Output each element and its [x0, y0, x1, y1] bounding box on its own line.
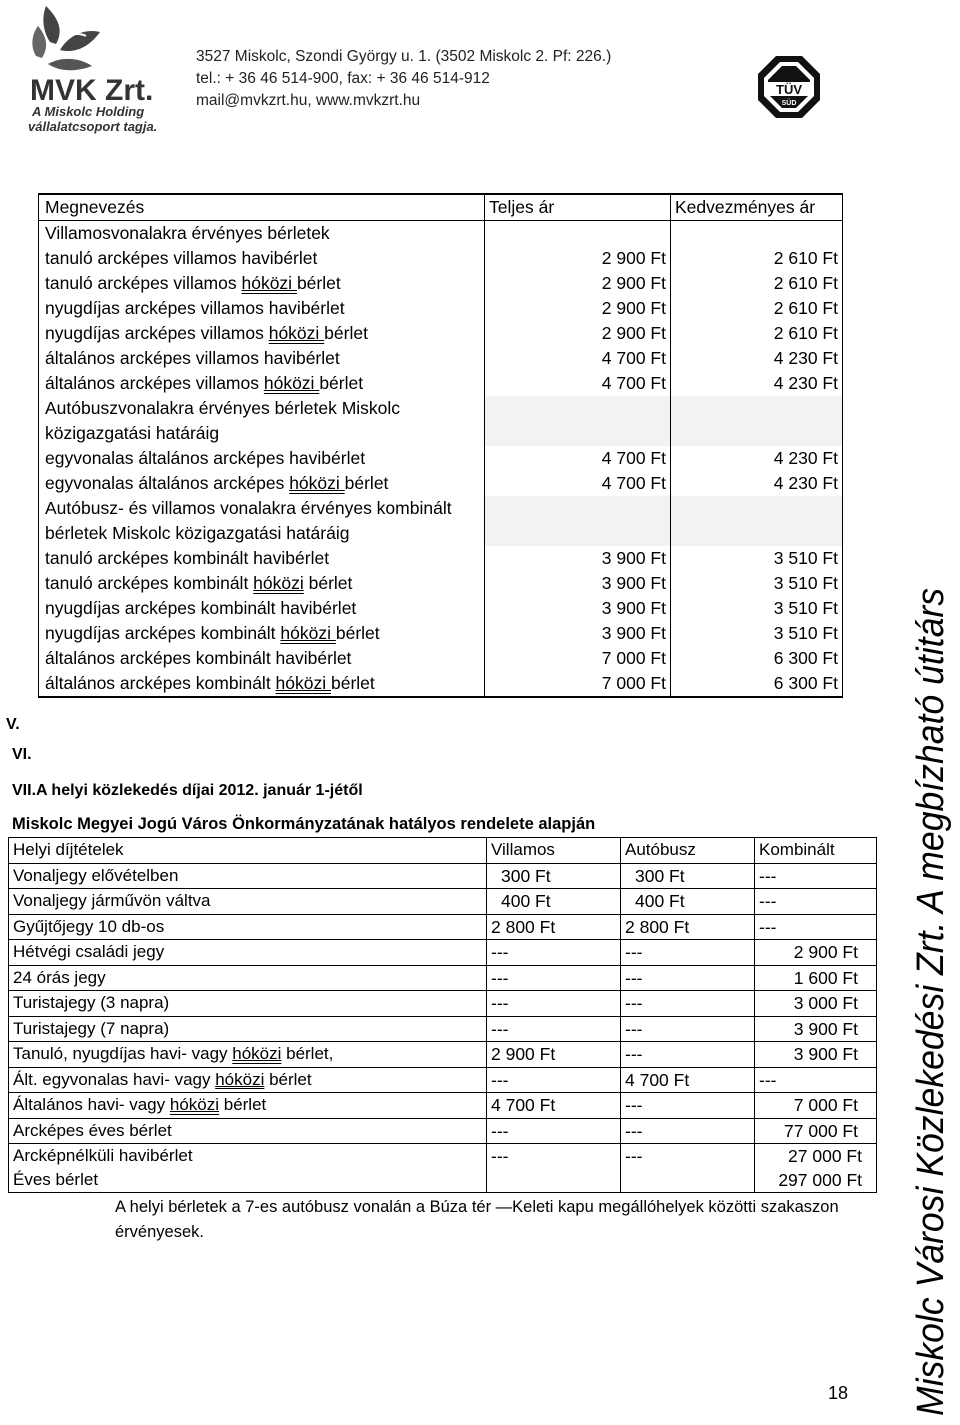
combined-price: 2 900 Ft	[755, 940, 877, 966]
fare-name-underlined: hóközi	[169, 1095, 220, 1114]
column-header: Megnevezés	[39, 194, 485, 221]
certification-badge	[756, 54, 822, 120]
contact-line: tel.: + 36 46 514-900, fax: + 36 46 514-912	[196, 70, 490, 87]
pass-name	[39, 271, 485, 296]
fare-name-suffix: bérlet	[264, 1069, 312, 1089]
fare-name	[9, 1144, 487, 1193]
pass-name	[39, 671, 485, 697]
pass-name-text: nyugdíjas arcképes kombinált havibérlet	[45, 598, 357, 618]
discount-price: 3 510 Ft	[671, 546, 843, 571]
full-price: 4 700 Ft	[485, 446, 671, 471]
pass-name-suffix: bérlet	[335, 623, 380, 643]
tram-price: ---	[487, 1067, 621, 1093]
section-heading-vii	[12, 782, 363, 800]
table-row	[39, 296, 843, 321]
fare-name-text: Hétvégi családi jegy	[13, 942, 165, 961]
pass-name	[39, 296, 485, 321]
tram-price: ---	[487, 1144, 621, 1193]
fare-name-text: Gyűjtőjegy 10 db-os	[13, 916, 165, 936]
bus-price: 4 700 Ft	[621, 1067, 755, 1093]
full-price: 7 000 Ft	[485, 646, 671, 671]
section-marker-vi: VI.	[12, 746, 32, 763]
company-address	[196, 46, 611, 112]
discount-price: 3 510 Ft	[671, 596, 843, 621]
company-logo	[28, 4, 178, 132]
bus-price: 300 Ft	[621, 863, 755, 889]
table-row	[39, 471, 843, 496]
full-price: 3 900 Ft	[485, 596, 671, 621]
table-row	[39, 371, 843, 396]
pass-name	[39, 571, 485, 596]
discount-price: 4 230 Ft	[671, 446, 843, 471]
fare-name	[9, 965, 487, 991]
pass-name	[39, 346, 485, 371]
fare-name	[9, 1016, 487, 1042]
pass-name-underlined: hóközi	[280, 623, 336, 643]
combined-price-line: 297 000 Ft	[778, 1170, 862, 1190]
table-row	[39, 446, 843, 471]
cert-sub: SÜD	[781, 100, 797, 107]
discount-price: 3 510 Ft	[671, 621, 843, 646]
table-row	[9, 1042, 877, 1068]
pass-name-suffix: bérlet	[319, 373, 364, 393]
combined-price: ---	[755, 863, 877, 889]
table-header-row	[39, 194, 843, 221]
discount-price: 2 610 Ft	[671, 296, 843, 321]
table-row	[9, 991, 877, 1017]
bus-price: ---	[621, 1093, 755, 1119]
fare-name-text: Turistajegy (3 napra)	[13, 993, 170, 1012]
full-price: 4 700 Ft	[485, 346, 671, 371]
fare-name	[9, 1067, 487, 1093]
fare-name-suffix: bérlet	[219, 1095, 267, 1114]
regulation-title: Miskolc Megyei Jogú Város Önkormányzatának hatályos rendelete alapján	[12, 815, 596, 833]
fare-name-text: Ált. egyvonalas havi- vagy	[13, 1069, 216, 1089]
table-row	[9, 1067, 877, 1093]
pass-name-underlined: hóközi	[289, 473, 345, 493]
table-row	[39, 596, 843, 621]
tram-bus-pass-price-table	[38, 193, 843, 698]
pass-name	[39, 371, 485, 396]
section-title-vii: A helyi közlekedés díjai 2012. január 1-jétől	[36, 782, 363, 799]
tram-price: 4 700 Ft	[487, 1093, 621, 1119]
pass-name-suffix: bérlet	[331, 673, 375, 693]
bus-price: ---	[621, 1042, 755, 1068]
combined-price: 3 900 Ft	[755, 1042, 877, 1068]
full-price: 4 700 Ft	[485, 471, 671, 496]
local-fares-table	[8, 837, 877, 1193]
discount-price: 2 610 Ft	[671, 246, 843, 271]
tram-price: ---	[487, 1016, 621, 1042]
discount-price: 4 230 Ft	[671, 346, 843, 371]
pass-name-underlined: hóközi	[275, 673, 331, 693]
pass-name-text: tanuló arcképes kombinált havibérlet	[45, 548, 330, 568]
pass-name-text: általános arcképes kombinált havibérlet	[45, 648, 352, 668]
cert-text: TÜV	[776, 82, 802, 97]
full-price: 7 000 Ft	[485, 671, 671, 697]
slogan-text: Miskolc Városi Közlekedési Zrt. A megbízható útitárs	[910, 580, 952, 1416]
combined-price: ---	[755, 1067, 877, 1093]
discount-price: 2 610 Ft	[671, 321, 843, 346]
table-header-row	[9, 838, 877, 864]
combined-price-line: 27 000 Ft	[788, 1146, 862, 1166]
fare-name-text: 24 órás jegy	[13, 967, 106, 987]
table-row	[9, 1093, 877, 1119]
table-row	[39, 671, 843, 697]
column-header: Autóbusz	[621, 838, 755, 864]
page-number: 18	[828, 1383, 849, 1403]
pass-name-underlined: hóközi	[268, 323, 325, 343]
pass-name-underlined: hóközi	[241, 273, 297, 293]
table-row	[9, 965, 877, 991]
discount-price: 6 300 Ft	[671, 646, 843, 671]
pass-name-text: tanuló arcképes kombinált	[45, 573, 254, 593]
discount-price: 4 230 Ft	[671, 471, 843, 496]
address-line: 3527 Miskolc, Szondi György u. 1. (3502 Miskolc 2. Pf: 226.)	[196, 48, 612, 65]
fare-name	[9, 940, 487, 966]
pass-name-suffix: bérlet	[303, 573, 353, 593]
fare-name-text: Arcképes éves bérlet	[13, 1120, 172, 1140]
column-header: Villamos	[487, 838, 621, 864]
pass-name-text: általános arcképes villamos	[45, 373, 264, 393]
column-header: Helyi díjtételek	[9, 838, 487, 864]
bus-price: 400 Ft	[621, 889, 755, 915]
pass-name-suffix: bérlet	[296, 273, 341, 293]
section-title: Autóbusz- és villamos vonalakra érvényes kombinált bérletek Miskolc közigazgatási határáig	[39, 496, 485, 546]
section-title-row	[39, 396, 843, 446]
pass-name	[39, 446, 485, 471]
tram-price: ---	[487, 940, 621, 966]
email-web-line: mail@mvkzrt.hu, www.mvkzrt.hu	[196, 92, 421, 109]
full-price: 2 900 Ft	[485, 296, 671, 321]
combined-price: ---	[755, 914, 877, 940]
validity-note: A helyi bérletek a 7-es autóbusz vonalán a Búza tér —Keleti kapu megállóhelyek közötti szakaszon érvényesek.	[115, 1198, 839, 1241]
combined-price: 3 000 Ft	[755, 991, 877, 1017]
pass-name-text: általános arcképes kombinált	[45, 673, 276, 693]
table-row	[39, 346, 843, 371]
logo-mark-icon	[28, 4, 178, 84]
tram-price: ---	[487, 965, 621, 991]
pass-name-text: nyugdíjas arcképes villamos	[45, 323, 269, 343]
pass-name	[39, 596, 485, 621]
pass-name	[39, 321, 485, 346]
table-row	[39, 646, 843, 671]
full-price: 2 900 Ft	[485, 321, 671, 346]
fare-name	[9, 863, 487, 889]
fare-name	[9, 1118, 487, 1144]
pass-name-text: nyugdíjas arcképes villamos havibérlet	[45, 298, 345, 318]
discount-price: 4 230 Ft	[671, 371, 843, 396]
fare-name-suffix: bérlet,	[281, 1044, 334, 1063]
bus-price: ---	[621, 940, 755, 966]
tram-price: ---	[487, 991, 621, 1017]
vertical-slogan	[897, 580, 957, 1420]
bus-price: 2 800 Ft	[621, 914, 755, 940]
fare-name	[9, 1093, 487, 1119]
fare-name	[9, 889, 487, 915]
pass-name-suffix: bérlet	[344, 473, 389, 493]
full-price: 3 900 Ft	[485, 621, 671, 646]
table-row	[39, 321, 843, 346]
table-row	[39, 271, 843, 296]
section-marker-vii: VII.	[12, 782, 37, 799]
fare-name	[9, 914, 487, 940]
discount-price: 6 300 Ft	[671, 671, 843, 697]
pass-name-underlined: hóközi	[263, 373, 320, 393]
full-price: 4 700 Ft	[485, 371, 671, 396]
tram-price: 2 900 Ft	[487, 1042, 621, 1068]
combined-price: 77 000 Ft	[755, 1118, 877, 1144]
bus-price: ---	[621, 965, 755, 991]
pass-name-text: tanuló arcképes villamos	[45, 273, 242, 293]
fare-name-text: Tanuló, nyugdíjas havi- vagy	[13, 1044, 233, 1063]
section-title: Villamosvonalakra érvényes bérletek	[39, 221, 485, 247]
table-row	[9, 940, 877, 966]
table-row	[9, 1016, 877, 1042]
combined-price: ---	[755, 889, 877, 915]
combined-price: 7 000 Ft	[755, 1093, 877, 1119]
discount-price: 2 610 Ft	[671, 271, 843, 296]
combined-price	[755, 1144, 877, 1193]
tram-price: 300 Ft	[487, 863, 621, 889]
section-title-row	[39, 221, 843, 247]
fare-name-line: Éves bérlet	[13, 1170, 99, 1189]
fare-name-text: Általános havi- vagy	[13, 1095, 170, 1114]
fare-name-underlined: hóközi	[232, 1044, 282, 1063]
full-price: 3 900 Ft	[485, 571, 671, 596]
tram-price: 2 800 Ft	[487, 914, 621, 940]
column-header: Kombinált	[755, 838, 877, 864]
full-price: 3 900 Ft	[485, 546, 671, 571]
column-header: Teljes ár	[485, 194, 671, 221]
tram-price: ---	[487, 1118, 621, 1144]
table-row	[39, 571, 843, 596]
full-price: 2 900 Ft	[485, 271, 671, 296]
full-price: 2 900 Ft	[485, 246, 671, 271]
tram-price: 400 Ft	[487, 889, 621, 915]
pass-name	[39, 546, 485, 571]
pass-name	[39, 471, 485, 496]
column-header: Kedvezményes ár	[671, 194, 843, 221]
pass-name-suffix: bérlet	[324, 323, 368, 343]
pass-name-text: nyugdíjas arcképes kombinált	[45, 623, 281, 643]
pass-name-text: egyvonalas általános arcképes	[45, 473, 290, 493]
bus-price: ---	[621, 991, 755, 1017]
pass-name-text: egyvonalas általános arcképes havibérlet	[45, 448, 366, 468]
logo-name: MVK Zrt.	[30, 74, 154, 107]
combined-price: 3 900 Ft	[755, 1016, 877, 1042]
section-marker-v: V.	[6, 716, 20, 733]
table-row	[9, 1144, 877, 1193]
logo-tagline-1: A Miskolc Holding	[32, 104, 145, 119]
fare-name-text: Vonaljegy elővételben	[13, 865, 179, 885]
pass-name-text: tanuló arcképes villamos havibérlet	[45, 248, 318, 268]
section-title: Autóbuszvonalakra érvényes bérletek Miskolc közigazgatási határáig	[39, 396, 485, 446]
table-row	[39, 546, 843, 571]
pass-name	[39, 646, 485, 671]
discount-price: 3 510 Ft	[671, 571, 843, 596]
bus-price: ---	[621, 1144, 755, 1193]
pass-name	[39, 246, 485, 271]
fare-name	[9, 991, 487, 1017]
table-row	[39, 621, 843, 646]
combined-price: 1 600 Ft	[755, 965, 877, 991]
logo-tagline-2: vállalatcsoport tagja.	[28, 119, 158, 134]
bus-price: ---	[621, 1118, 755, 1144]
fare-name-text: Turistajegy (7 napra)	[13, 1018, 170, 1038]
tuv-certificate-icon	[756, 54, 822, 120]
pass-name-underlined: hóközi	[253, 573, 304, 593]
table-row	[9, 1118, 877, 1144]
fare-name-text: Vonaljegy járművön váltva	[13, 891, 211, 910]
fare-name	[9, 1042, 487, 1068]
bus-price: ---	[621, 1016, 755, 1042]
table-row	[9, 863, 877, 889]
table-row	[9, 889, 877, 915]
fare-name-line: Arcképnélküli havibérlet	[13, 1146, 193, 1165]
table-row	[9, 914, 877, 940]
fare-name-underlined: hóközi	[215, 1069, 265, 1089]
pass-name-text: általános arcképes villamos havibérlet	[45, 348, 340, 368]
pass-name	[39, 621, 485, 646]
section-title-row	[39, 496, 843, 546]
table-row	[39, 246, 843, 271]
